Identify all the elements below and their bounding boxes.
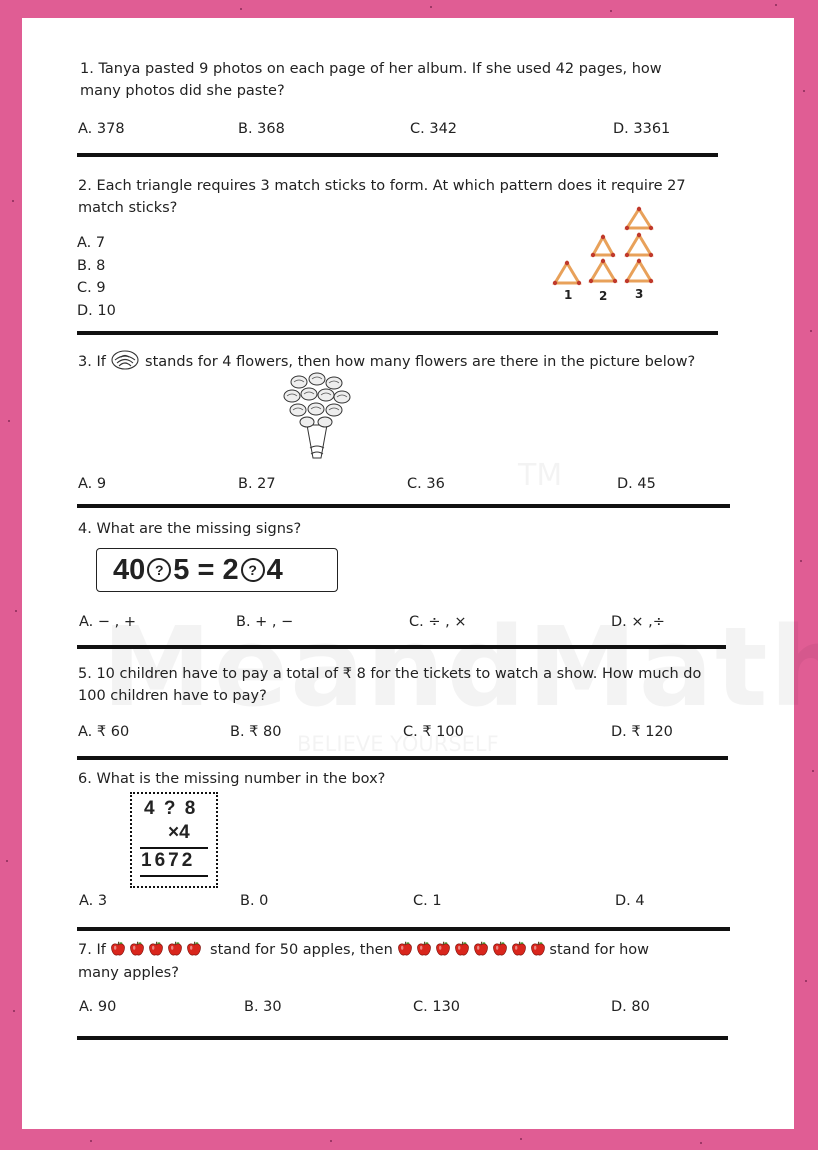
- question-4-text: 4. What are the missing signs?: [78, 521, 302, 537]
- apple-group-second: [397, 942, 549, 958]
- q1-option-c[interactable]: C. 342: [410, 121, 458, 137]
- divider: [77, 645, 726, 649]
- rose-icon: [110, 349, 140, 371]
- multiplicand: 4 ? 8: [144, 798, 198, 819]
- pattern-label-3: 3: [635, 287, 644, 301]
- q2-option-a[interactable]: A. 7: [77, 235, 106, 251]
- frame-speckle: [90, 1140, 92, 1142]
- divider: [77, 331, 718, 335]
- frame-speckle: [805, 980, 807, 982]
- apple-icon: [473, 941, 489, 957]
- frame-speckle: [430, 6, 432, 8]
- apple-icon: [167, 941, 183, 957]
- q2-option-b[interactable]: B. 8: [77, 258, 106, 274]
- missing-signs-equation: [113, 549, 283, 591]
- q3-prefix: 3. If: [78, 354, 106, 370]
- divider: [77, 756, 728, 760]
- question-2-text: 2. Each triangle requires 3 match sticks to form. At which pattern does it require 27 match sticks?: [78, 178, 686, 216]
- question-6-text: 6. What is the missing number in the box?: [78, 771, 386, 787]
- q7-middle: stand for 50 apples, then: [210, 942, 393, 958]
- apple-icon: [129, 941, 145, 957]
- apple-icon: [416, 941, 432, 957]
- q3-option-c[interactable]: C. 36: [407, 476, 445, 492]
- q3-option-b[interactable]: B. 27: [238, 476, 276, 492]
- equation-operand-b: 5: [173, 554, 190, 586]
- apple-icon: [492, 941, 508, 957]
- multiplication-box: [130, 792, 218, 888]
- q6-option-a[interactable]: A. 3: [79, 893, 108, 909]
- q7-option-d[interactable]: D. 80: [611, 999, 650, 1015]
- watermark-tm: [518, 458, 562, 493]
- equation-operand-a: 40: [113, 554, 146, 586]
- product: 1672: [141, 850, 196, 871]
- q5-option-d[interactable]: D. ₹ 120: [611, 724, 673, 740]
- apple-icon: [110, 941, 126, 957]
- frame-speckle: [800, 560, 802, 562]
- q4-option-c[interactable]: C. ÷ , ×: [409, 614, 467, 630]
- frame-speckle: [812, 770, 814, 772]
- q3-option-a[interactable]: A. 9: [78, 476, 107, 492]
- frame-speckle: [15, 610, 17, 612]
- frame-speckle: [240, 8, 242, 10]
- question-7-text-line2: many apples?: [78, 965, 179, 981]
- divider: [77, 927, 730, 931]
- equation-operand-d: 4: [266, 554, 283, 586]
- apple-icon: [511, 941, 527, 957]
- flower-bouquet-image: [277, 370, 357, 465]
- apple-icon: [397, 941, 413, 957]
- unknown-sign-2: ?: [241, 558, 265, 582]
- q6-option-d[interactable]: D. 4: [615, 893, 645, 909]
- q7-option-c[interactable]: C. 130: [413, 999, 461, 1015]
- frame-speckle: [330, 1140, 332, 1142]
- frame-speckle: [520, 1138, 522, 1140]
- apple-icon: [148, 941, 164, 957]
- frame-speckle: [610, 10, 612, 12]
- q7-prefix: 7. If: [78, 942, 106, 958]
- q6-option-c[interactable]: C. 1: [413, 893, 442, 909]
- divider: [77, 1036, 728, 1040]
- apple-icon: [454, 941, 470, 957]
- unknown-sign-1: ?: [147, 558, 171, 582]
- pattern-label-2: 2: [599, 289, 608, 303]
- apple-group-first: [110, 942, 205, 958]
- q7-suffix: stand for how: [549, 942, 650, 958]
- apple-icon: [530, 941, 546, 957]
- frame-speckle: [13, 1010, 15, 1012]
- divider: [77, 153, 718, 157]
- divider: [77, 504, 730, 508]
- product-line: [140, 847, 208, 849]
- frame-speckle: [6, 860, 8, 862]
- watermark-tagline: [297, 732, 499, 756]
- equation-box: [96, 548, 338, 592]
- frame-speckle: [12, 200, 14, 202]
- q5-option-c[interactable]: C. ₹ 100: [403, 724, 464, 740]
- frame-speckle: [775, 4, 777, 6]
- q7-option-a[interactable]: A. 90: [79, 999, 117, 1015]
- q2-option-d[interactable]: D. 10: [77, 303, 116, 319]
- q4-option-a[interactable]: A. − , +: [79, 614, 137, 630]
- question-1-text: 1. Tanya pasted 9 photos on each page of her album. If she used 42 pages, how many photos did she paste?: [80, 61, 662, 99]
- equation-operand-c: 2: [222, 554, 239, 586]
- q3-suffix: stands for 4 flowers, then how many flowers are there in the picture below?: [145, 354, 696, 370]
- q4-option-d[interactable]: D. × ,÷: [611, 614, 665, 630]
- q6-option-b[interactable]: B. 0: [240, 893, 269, 909]
- q5-option-b[interactable]: B. ₹ 80: [230, 724, 282, 740]
- worksheet-page: [22, 18, 794, 1129]
- q2-option-c[interactable]: C. 9: [77, 280, 106, 296]
- question-7-text: [78, 939, 738, 961]
- multiplier: ×4: [168, 822, 190, 843]
- q1-option-a[interactable]: A. 378: [78, 121, 125, 137]
- pattern-label-1: 1: [564, 288, 573, 302]
- q7-option-b[interactable]: B. 30: [244, 999, 282, 1015]
- product-underline: [140, 875, 208, 877]
- q1-option-d[interactable]: D. 3361: [613, 121, 671, 137]
- frame-speckle: [700, 1142, 702, 1144]
- q4-option-b[interactable]: B. + , −: [236, 614, 294, 630]
- q3-option-d[interactable]: D. 45: [617, 476, 656, 492]
- q5-option-a[interactable]: A. ₹ 60: [78, 724, 130, 740]
- question-5-text: 5. 10 children have to pay a total of ₹ 8 for the tickets to watch a show. How much do 100 children have to pay?: [78, 666, 702, 704]
- apple-icon: [435, 941, 451, 957]
- equals-sign: =: [197, 554, 215, 586]
- q1-option-b[interactable]: B. 368: [238, 121, 285, 137]
- frame-speckle: [8, 420, 10, 422]
- apple-icon: [186, 941, 202, 957]
- question-3-text: [78, 349, 738, 373]
- frame-speckle: [810, 330, 812, 332]
- frame-speckle: [803, 90, 805, 92]
